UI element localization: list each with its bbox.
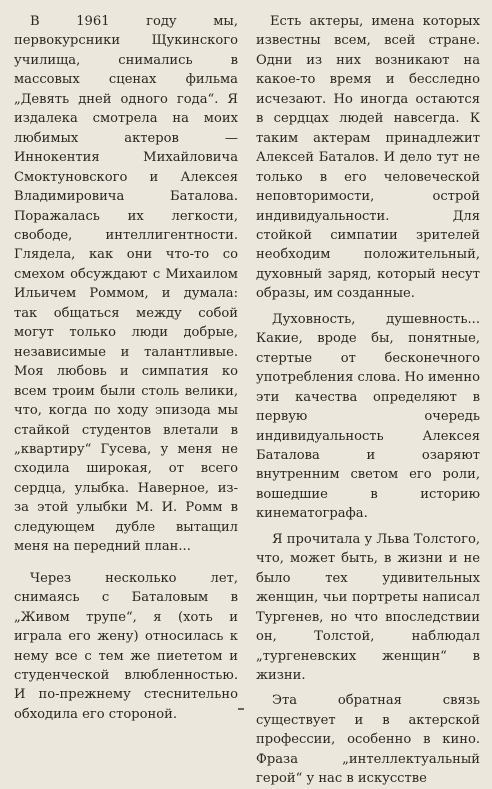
paragraph: Эта обратная связь существует и в актерской профессии, особенно в кино. Фраза „интеллектуальный герой“ у нас в искусстве — [256, 693, 480, 787]
left-column — [14, 12, 238, 789]
right-column — [256, 12, 480, 789]
paragraph: Духовность, душевность... Какие, вроде бы, понятные, стертые от бесконечного употребления слова. Но именно эти качества определяют в первую очередь индивидуальность Алексея Баталова и озаряют внутренним светом его роли, вошедшие в историю кинематографа. — [256, 311, 481, 522]
page-mark — [238, 708, 244, 710]
paragraph: Я прочитала у Льва Толстого, что, может быть, в жизни и не было тех удивительных женщин, чьи портреты написал Тургенев, но что впоследствии он, Толстой, наблюдал „тургеневских женщин“ в жизни. — [256, 531, 481, 683]
paragraph: Через несколько лет, снимаясь с Баталовым в „Живом трупе“, я (хоть и играла его жену) относилась к нему все с тем же пиететом и студенческой влюбленностью. И по-прежнему стеснительно обходила его стороной. — [14, 570, 238, 722]
text-columns — [14, 12, 480, 789]
paragraph: В 1961 году мы, первокурсники Щукинского училища, снимались в массовых сценах фильма „Девять дней одного года“. Я издалека смотрела на моих любимых актеров — Иннокентия Михайловича Смоктуновского и Алексея Владимировича Баталова. Поражалась их легкости, свободе, интеллигентности. Глядела, как они что-то со смехом обсуждают с Михаилом Ильичем Роммом, и думала: так общаться между собой могут только люди добрые, независимые и талантливые. Моя любовь и симпатия ко всем троим были столь велики, что, когда по ходу эпизода мы стайкой студентов влетали в „квартиру“ Гусева, у меня не сходила широкая, от всего сердца, улыбка. Наверное, из-за этой улыбки М. И. Ромм в следующем дубле вытащил меня на передний план... — [14, 14, 238, 555]
paragraph: Есть актеры, имена которых известны всем, всей стране. Одни из них возникают на какое-то время и бесследно исчезают. Но иногда остаются в сердцах людей навсегда. К таким актерам принадлежит Алексей Баталов. И дело тут не только в его человеческой неповторимости, острой индивидуальности. Для стойкой симпатии зрителей необходим положительный, духовный заряд, который несут образы, им созданные. — [256, 14, 480, 302]
